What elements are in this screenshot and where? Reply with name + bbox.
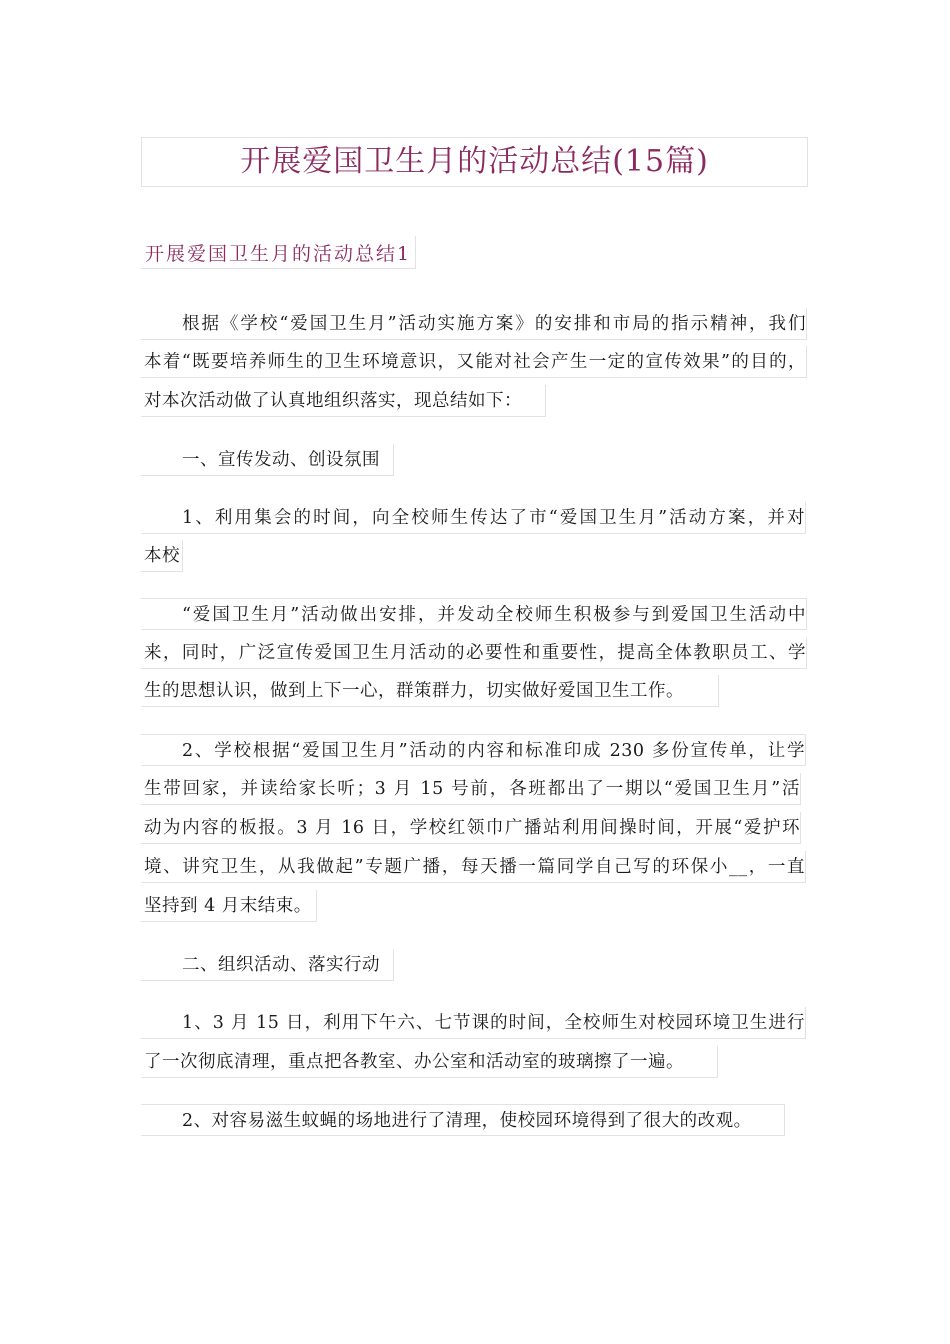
paragraph-line: 1、3 月 15 日，利用下午六、七节课的时间，全校师生对校园环境卫生进行 <box>141 1007 806 1039</box>
section-item-heading: 二、组织活动、落实行动 <box>141 949 394 981</box>
paragraph-line: 境、讲究卫生，从我做起”专题广播，每天播一篇同学自己写的环保小__，一直 <box>141 851 806 883</box>
paragraph-line: 1、利用集会的时间，向全校师生传达了市“爱国卫生月”活动方案，并对 <box>141 502 806 534</box>
paragraph-line: “爱国卫生月”活动做出安排，并发动全校师生积极参与到爱国卫生活动中 <box>141 598 807 630</box>
paragraph-line: 2、学校根据“爱国卫生月”活动的内容和标准印成 230 多份宣传单，让学 <box>141 734 806 766</box>
paragraph-line: 坚持到 4 月末结束。 <box>141 890 317 922</box>
section-heading: 开展爱国卫生月的活动总结1 <box>145 242 412 265</box>
paragraph-line: 本着“既要培养师生的卫生环境意识，又能对社会产生一定的宣传效果”的目的， <box>141 346 807 378</box>
paragraph-line: 2、对容易滋生蚊蝇的场地进行了清理，使校园环境得到了很大的改观。 <box>141 1104 785 1136</box>
section-item-heading: 一、宣传发动、创设氛围 <box>141 444 394 476</box>
paragraph-line: 对本次活动做了认真地组织落实，现总结如下： <box>141 385 546 417</box>
title-box <box>141 137 808 187</box>
paragraph-line: 动为内容的板报。3 月 16 日，学校红领巾广播站利用间操时间，开展“爱护环 <box>141 812 801 844</box>
paragraph-line: 来，同时，广泛宣传爱国卫生月活动的必要性和重要性，提高全体教职员工、学 <box>141 637 807 669</box>
section-heading-box <box>141 236 416 269</box>
paragraph-line: 本校 <box>141 540 183 572</box>
paragraph-line: 了一次彻底清理，重点把各教室、办公室和活动室的玻璃擦了一遍。 <box>141 1046 718 1078</box>
paragraph-line: 生的思想认识，做到上下一心，群策群力，切实做好爱国卫生工作。 <box>141 675 719 707</box>
document-title: 开展爱国卫生月的活动总结(15篇) <box>240 144 709 179</box>
paragraph-line: 根据《学校“爱国卫生月”活动实施方案》的安排和市局的指示精神，我们 <box>141 308 807 340</box>
paragraph-line: 生带回家，并读给家长听；3 月 15 号前，各班都出了一期以“爱国卫生月”活 <box>141 773 801 805</box>
